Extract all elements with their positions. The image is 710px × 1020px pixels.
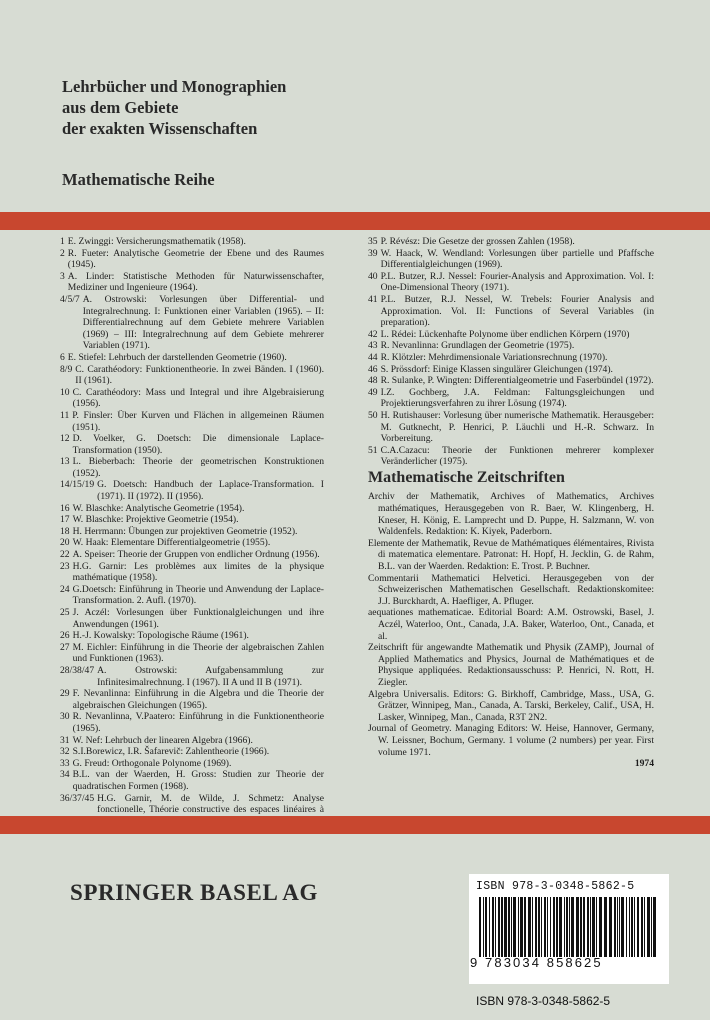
book-entry (60, 456, 324, 479)
book-number: 24 (60, 583, 70, 595)
book-entry (60, 503, 324, 515)
book-number: 39 (368, 247, 378, 259)
book-number: 42 (368, 328, 378, 340)
book-text: J. Aczél: Vorlesungen über Funktionalgleichungen und ihre Anwendungen (1961). (72, 607, 324, 630)
journal-entry: Archiv der Mathematik, Archives of Mathematics, Archives mathématiques, Herausgegeben von R. Baer, W. Klingenberg, H. Kneser, H. König, E. Lamprecht und D. Puppe, H. Salzmann, W. von Waldenfels. Redaktion: K. Kiyek, Paderborn. (368, 491, 654, 538)
book-entry (60, 769, 324, 792)
book-number: 4/5/7 (60, 293, 80, 305)
book-text: G. Freud: Orthogonale Polynome (1969). (72, 757, 232, 769)
book-text: H.G. Garnir: Les problèmes aux limites de la physique mathématique (1958). (72, 560, 324, 584)
ean-digits: 9 783034 858625 (470, 955, 603, 970)
book-text: W. Haak: Elementare Differentialgeometrie (1955). (72, 537, 271, 549)
header-title-line-2: aus dem Gebiete (62, 98, 179, 117)
book-number: 16 (60, 502, 70, 514)
book-entry (60, 735, 324, 747)
header-title-line-1: Lehrbücher und Monographien (62, 77, 287, 96)
book-text: L. Rédei: Lückenhafte Polynome über endlichen Körpern (1970) (380, 328, 630, 340)
book-text: H. Rutishauser: Vorlesung über numerische Mathematik. Herausgeber: M. Gutknecht, P. Henrici, P. Läuchli und H.-R. Schwarz. In Vorbereitung. (380, 409, 654, 445)
book-text: P. Finsler: Über Kurven und Flächen in allgemeinen Räumen (1951). (72, 409, 324, 433)
journal-entry: Elemente der Mathematik, Revue de Mathématiques élémentaires, Rivista di matematica elementare. Patronat: H. Hopf, H. Jecklin, G. de Rahm, B.L. van der Waerden. Redaktion: E. Trost. P. Buchner. (368, 537, 654, 573)
isbn-top: ISBN 978-3-0348-5862-5 (476, 880, 635, 893)
book-entry (60, 236, 324, 248)
book-text: W. Haack, W. Wendland: Vorlesungen über partielle und Pfaffsche Differentialgleichungen (1969). (380, 247, 654, 271)
book-text: A. Linder: Statistische Methoden für Naturwissenschafter, Mediziner und Ingenieure (1964). (67, 270, 324, 294)
book-text: S. Prössdorf: Einige Klassen singulärer Gleichungen (1974). (380, 363, 613, 375)
book-number: 12 (60, 433, 70, 445)
bottom-red-band (0, 816, 710, 834)
book-entry (60, 410, 324, 433)
book-entry (368, 248, 654, 271)
book-number: 17 (60, 514, 70, 526)
book-entry (60, 607, 324, 630)
book-number: 18 (60, 525, 70, 537)
book-entry (60, 352, 324, 364)
book-number: 36/37/45 (60, 792, 95, 804)
book-number: 48 (368, 375, 378, 387)
book-number: 29 (60, 688, 70, 700)
book-text: G.Doetsch: Einführung in Theorie und Anwendung der Laplace-Transformation. 2. Aufl. (1970). (72, 583, 324, 607)
book-text: D. Voelker, G. Doetsch: Die dimensionale Laplace-Transformation (1950). (72, 433, 324, 456)
book-entry (368, 445, 654, 468)
left-book-list (60, 236, 324, 827)
book-number: 23 (60, 560, 70, 572)
book-number: 26 (60, 630, 70, 642)
book-text: G. Doetsch: Handbuch der Laplace-Transformation. I (1971). II (1972). II (1956). (97, 479, 324, 503)
book-text: W. Blaschke: Analytische Geometrie (1954). (72, 502, 245, 514)
book-entry (60, 630, 324, 642)
book-text: E. Stiefel: Lehrbuch der darstellenden Geometrie (1960). (67, 351, 287, 363)
publication-year: 1974 (634, 758, 654, 770)
book-number: 41 (368, 293, 378, 305)
book-entry (60, 514, 324, 526)
book-number: 13 (60, 456, 70, 468)
book-text: P.L. Butzer, R.J. Nessel: Fourier-Analysis and Approximation. Vol. I: One-Dimensional Theory (1971). (380, 270, 654, 294)
book-text: E. Zwinggi: Versicherungsmathematik (1958). (67, 236, 246, 247)
book-text: M. Eichler: Einführung in die Theorie der algebraischen Zahlen und Funktionen (1963). (72, 641, 324, 665)
book-number: 3 (60, 270, 65, 282)
book-number: 35 (368, 236, 378, 247)
book-number: 28/38/47 (60, 664, 95, 676)
book-number: 32 (60, 746, 70, 758)
book-text: A. Speiser: Theorie der Gruppen von endlicher Ordnung (1956). (72, 549, 320, 561)
book-text: P.L. Butzer, R.J. Nessel, W. Trebels: Fourier Analysis and Approximation. Vol. II: Functions of Several Variables (in preparation). (380, 293, 654, 329)
book-entry (60, 248, 324, 271)
book-entry (60, 364, 324, 387)
book-text: F. Nevanlinna: Einführung in die Algebra und die Theorie der algebraischen Gleichungen (1965). (72, 688, 324, 711)
book-text: H.G. Garnir, M. de Wilde, J. Schmetz: Analyse fonctionelle, Théorie constructive des espaces linéaires à (97, 792, 324, 816)
book-entry (368, 340, 654, 352)
book-text: R. Nevanlinna, V.Paatero: Einführung in die Funktionentheorie (1965). (72, 711, 324, 734)
top-red-band (0, 212, 710, 230)
book-text: W. Nef: Lehrbuch der linearen Algebra (1966). (72, 734, 253, 746)
series-header (62, 76, 622, 139)
book-entry (368, 352, 654, 364)
book-number: 34 (60, 769, 70, 781)
book-text: A. Ostrowski: Vorlesungen über Differential- und Integralrechnung. I: Funktionen einer Variablen (1965). – II: Differentialrechnung auf dem Gebiete mehrere Variablen (1969) – III: Integralrechnung auf dem Gebiete mehrerer Variablen (1971). (82, 293, 324, 352)
book-entry (368, 375, 654, 387)
book-number: 6 (60, 351, 65, 363)
book-entry (368, 329, 654, 341)
book-number: 51 (368, 444, 378, 456)
barcode-icon (479, 897, 657, 957)
book-number: 22 (60, 549, 70, 561)
journal-entry: Commentarii Mathematici Helvetici. Herausgegeben von der Schweizerischen Mathematischen Gesellschaft. Redaktionskomitee: J.J. Burckhardt, A. Haefliger, A. Pfluger. (368, 572, 654, 607)
book-entry (60, 271, 324, 294)
book-entry (368, 271, 654, 294)
journals-heading: Mathematische Zeitschriften (368, 468, 565, 486)
series-title: Mathematische Reihe (62, 170, 215, 189)
book-entry (60, 758, 324, 770)
book-text: L. Bieberbach: Theorie der geometrischen Konstruktionen (1952). (72, 456, 324, 479)
book-entry (368, 410, 654, 445)
book-number: 50 (368, 409, 378, 421)
book-entry (368, 364, 654, 376)
journal-entry: aequationes mathematicae. Editorial Board: A.M. Ostrowski, Basel, J. Aczél, Waterloo, Ont., Canada, J.A. Baker, Waterloo, Ont., Canada, et al. (368, 607, 654, 642)
book-number: 43 (368, 340, 378, 352)
journal-entry: Journal of Geometry. Managing Editors: W. Heise, Hannover, Germany, W. Leissner, Bochum, Germany. 1 volume (2 numbers) per year. First volume 1971. (368, 723, 654, 758)
book-number: 25 (60, 607, 70, 618)
book-number: 33 (60, 757, 70, 769)
book-text: R. Klötzler: Mehrdimensionale Variationsrechnung (1970). (380, 351, 608, 363)
header-title-line-3: der exakten Wissenschaften (62, 119, 258, 138)
book-number: 10 (60, 386, 70, 398)
book-number: 44 (368, 351, 378, 363)
book-text: P. Révész: Die Gesetze der grossen Zahlen (1958). (380, 236, 575, 247)
book-number: 31 (60, 734, 70, 746)
book-entry (60, 479, 324, 502)
book-entry (60, 688, 324, 711)
book-text: H.-J. Kowalsky: Topologische Räume (1961). (72, 630, 249, 642)
isbn-bottom: ISBN 978-3-0348-5862-5 (476, 994, 611, 1008)
book-number: 46 (368, 363, 378, 375)
book-number: 11 (60, 409, 70, 421)
journal-entry: Zeitschrift für angewandte Mathematik und Physik (ZAMP), Journal of Applied Mathematics and Physics, Journal de Mathématiques et de Physique appliquées. Redaktionsausschuss: P. Henrici, N. Rott, H. Ziegler. (368, 642, 654, 688)
publisher-name: SPRINGER BASEL AG (70, 880, 318, 905)
book-text: C. Carathéodory: Funktionentheorie. In zwei Bänden. I (1960). II (1961). (75, 363, 324, 387)
book-entry (60, 294, 324, 352)
book-entry (60, 526, 324, 538)
book-entry (60, 549, 324, 561)
book-text: R. Nevanlinna: Grundlagen der Geometrie (1975). (380, 340, 575, 352)
book-number: 30 (60, 711, 70, 723)
book-text: S.I.Borewicz, I.R. Šafarevič: Zahlentheorie (1966). (72, 746, 270, 758)
book-entry (60, 711, 324, 734)
book-entry (60, 642, 324, 665)
book-text: R. Fueter: Analytische Geometrie der Ebene und des Raumes (1945). (67, 247, 324, 271)
book-entry (60, 537, 324, 549)
book-text: A. Ostrowski: Aufgabensammlung zur Infinitesimalrechnung. I (1967). II A und II B (1971). (97, 664, 324, 688)
book-text: C. Carathéodory: Mass und Integral und ihre Algebraisierung (1956). (72, 386, 324, 410)
book-entry (60, 665, 324, 688)
book-entry (60, 746, 324, 758)
book-text: R. Sulanke, P. Wingten: Differentialgeometrie und Faserbündel (1972). (380, 375, 654, 387)
book-text: C.A.Cazacu: Theorie der Funktionen mehrerer komplexer Veränderlicher (1975). (380, 444, 654, 468)
book-number: 14/15/19 (60, 479, 95, 491)
book-entry (60, 561, 324, 584)
book-text: W. Blaschke: Projektive Geometrie (1954). (72, 514, 239, 526)
book-number: 2 (60, 247, 65, 259)
book-number: 8/9 (60, 363, 73, 375)
book-number: 49 (368, 386, 378, 398)
book-entry (368, 387, 654, 410)
book-number: 20 (60, 537, 70, 549)
book-number: 1 (60, 236, 65, 247)
book-entry (60, 387, 324, 410)
book-entry (60, 433, 324, 456)
book-number: 40 (368, 270, 378, 282)
book-entry (368, 236, 654, 248)
book-text: H. Herrmann: Übungen zur projektiven Geometrie (1952). (72, 525, 298, 537)
right-book-list (368, 236, 654, 770)
journal-entry: Algebra Universalis. Editors: G. Birkhoff, Cambridge, Mass., USA, G. Grätzer, Winnipeg, Man., Canada, A. Tarski, Berkeley, Calif., USA, H. Lasker, Winnipeg, Man., Canada, R3T 2N2. (368, 688, 654, 723)
book-entry (60, 584, 324, 607)
book-number: 27 (60, 641, 70, 653)
book-text: B.L. van der Waerden, H. Gross: Studien zur Theorie der quadratischen Formen (1968). (72, 769, 324, 792)
book-entry (368, 294, 654, 329)
book-text: I.Z. Gochberg, J.A. Feldman: Faltungsgleichungen und Projektierungsverfahren zu ihrer Lösung (1974). (380, 386, 654, 410)
